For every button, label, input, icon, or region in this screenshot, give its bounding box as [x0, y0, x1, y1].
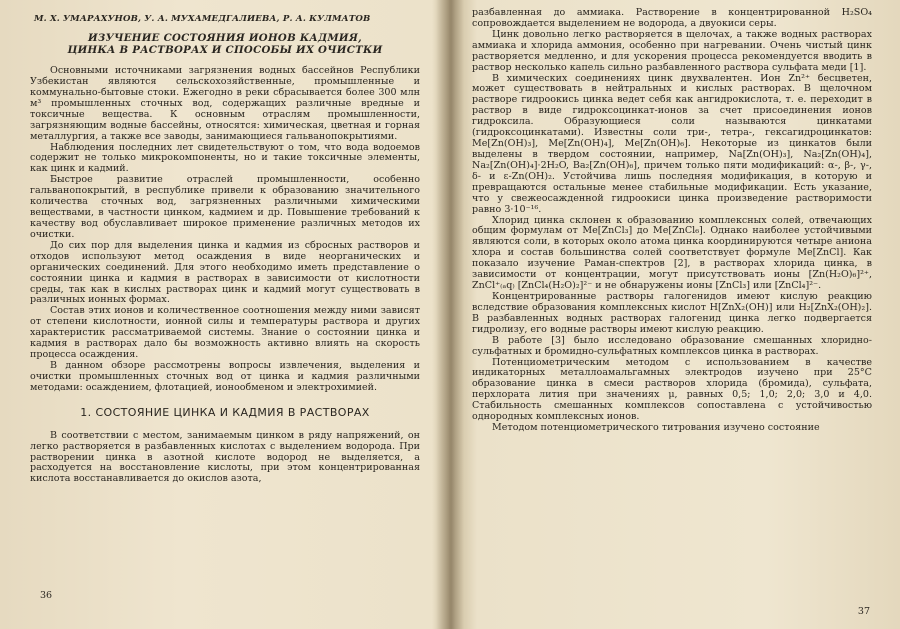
left-paragraph-6: В данном обзоре рассмотрены вопросы извлечения, выделения и очистки промышленных сточных вод от цинка и кадмия различными методами: осаждением, флотацией, ионообменом и электрохимией. — [30, 360, 420, 393]
right-paragraph-3: В химических соединениях цинк двухвалентен. Ион Zn²⁺ бесцветен, может существовать в нейтральных и кислых растворах. В щелочном растворе гидроокись цинка ведет себя как ангидрокислота, т. е. переходит в раствор в виде гидроксоцинкат-ионов за счет присоединения ионов гидроксила. Образующиеся соли называются цинкатами (гидроксоцинкатами). Известны соли три-, тетра-, гексагидроцинкатов: Me[Zn(OH)₃], Me[Zn(OH)₄], Me[Zn(OH)₆]. Некоторые из цинкатов были выделены в твердом состоянии, например, Na[Zn(OH)₃], Na₂[Zn(OH)₄], Na₂[Zn(OH)₄]·2H₂O, Ba₂[Zn(OH)₆], причем только пяти модификаций: α-, β-, γ-, δ- и ε-Zn(OH)₂. Устойчива лишь последняя модификация, в которую и превращаются остальные менее стабильные модификации. Есть указание, что у свежеосажденной гидроокиси цинка произведение растворимости равно 3·10⁻¹⁶. — [472, 72, 872, 215]
left-page — [0, 0, 448, 629]
section-heading: 1. СОСТОЯНИЕ ЦИНКА И КАДМИЯ В РАСТВОРАХ — [80, 405, 370, 419]
right-paragraph-5: Концентрированные растворы галогенидов имеют кислую реакцию вследствие образования комплексных кислот H[ZnX₂(OH)] или H₂[ZnX₂(OH)₂]. В разбавленных водных растворах галогенид цинка легко подвергается гидролизу, его водные растворы имеют кислую реакцию. — [472, 290, 872, 335]
authors-line: М. Х. УМАРАХУНОВ, У. А. МУХАМЕДГАЛИЕВА, Р. А. КУЛМАТОВ — [34, 14, 371, 24]
right-paragraph-1: разбавленная до аммиака. Растворение в концентрированной H₂SO₄ сопровождается выделением не водорода, а двуокиси серы. — [472, 7, 872, 29]
right-paragraph-4: Хлорид цинка склонен к образованию комплексных солей, отвечающих общим формулам от Me[ZnCl₃] до Me[ZnCl₆]. Однако наиболее устойчивыми являются соли, в которых около атома цинка координируются четыре аниона хлора и состав большинства солей соответствует формуле Me[ZnCl]. Как показало изучение Раман-спектров [2], в растворах хлорида цинка, в зависимости от концентрации, могут присутствовать ионы [Zn(H₂O)₆]²⁺, ZnCl⁺₍ₐq₎ [ZnCl₄(H₂O)₂]²⁻ и не обнаружены ионы [ZnCl₃] или [ZnCl₄]²⁻. — [472, 214, 872, 292]
right-paragraph-6: В работе [3] было исследовано образование смешанных хлоридно-сульфатных и бромидно-сульфатных комплексов цинка в растворах. — [472, 334, 872, 357]
page-number-left: 36 — [40, 590, 53, 601]
left-paragraph-1: Основными источниками загрязнения водных бассейнов Республики Узбекистан являются сельскохозяйственные, промышленные и коммунально-бытовые стоки. Ежегодно в реки сбрасывается более 300 млн м³ промышленных сточных вод, содержащих различные вредные и токсичные вещества. К основным отраслям промышленности, загрязняющим водные бассейны, относятся: химическая, цветная и горная металлургия, а также все заводы, занимающиеся гальванопокрытиями. — [30, 65, 420, 142]
right-page — [452, 0, 900, 629]
article-title — [30, 33, 420, 56]
right-paragraph-7: Потенциометрическим методом с использованием в качестве индикаторных металлоамальгамных электродов изучено при 25°С образование цинка в смеси растворов хлорида (бромида), сульфата, перхлората лития при значениях μ, равных 0,5; 1,0; 2,0; 3,0 и 4,0. Стабильность смешанных комплексов сопоставлена с устойчивостью однородных комплексных ионов. — [472, 356, 872, 423]
section-paragraph: В соответствии с местом, занимаемым цинком в ряду напряжений, он легко растворяется в разбавленных кислотах с выделением водорода. При растворении цинка в азотной кислоте водород не выделяется, а расходуется на восстановление кислоты, при этом концентрированная кислота восстанавливается до окислов азота, — [30, 429, 420, 485]
right-paragraph-8: Методом потенциометрического титрования изучено состояние — [492, 422, 820, 434]
title-line-1: ИЗУЧЕНИЕ СОСТОЯНИЯ ИОНОВ КАДМИЯ, — [88, 31, 362, 44]
left-paragraph-4: До сих пор для выделения цинка и кадмия из сбросных растворов и отходов используют метод осаждения в виде неорганических и органических соединений. Для этого необходимо иметь представление о состоянии цинка и кадмия в растворах в зависимости от кислотности среды, так как в кислых растворах цинк и кадмий могут существовать в различных ионных формах. — [30, 239, 420, 306]
right-text-column — [472, 8, 872, 434]
right-paragraph-2: Цинк довольно легко растворяется в щелочах, а также водных растворах аммиака и хлорида аммония, особенно при нагревании. Очень чистый цинк растворяется медленно, и для ускорения процесса рекомендуется вводить в раствор несколько капель сильно разбавленного раствора сульфата меди [1]. — [472, 28, 872, 73]
page-number-right: 37 — [857, 606, 870, 617]
left-paragraph-5: Состав этих ионов и количественное соотношения между ними зависят от степени кислотности, ионной силы и температуры раствора и других характеристик рассматриваемой системы. Знание о состоянии цинка и кадмия в растворах дало бы возможность активно влиять на скорость процесса осаждения. — [30, 305, 420, 361]
title-line-2: ЦИНКА В РАСТВОРАХ И СПОСОБЫ ИХ ОЧИСТКИ — [67, 43, 383, 56]
left-paragraph-2: Наблюдения последних лет свидетельствуют о том, что вода водоемов содержит не только микрокомпоненты, но и такие токсичные элементы, как цинк и кадмий. — [30, 141, 420, 175]
left-paragraph-3: Быстрое развитие отраслей промышленности, особенно гальванопокрытий, в республике привели к образованию значительного количества сточных вод, загрязненных различными химическими веществами, в частности цинком, кадмием и др. Повышение требований к качеству вод обуславливает широкое применение различных методов их очистки. — [30, 174, 420, 240]
left-text-column — [30, 14, 420, 485]
